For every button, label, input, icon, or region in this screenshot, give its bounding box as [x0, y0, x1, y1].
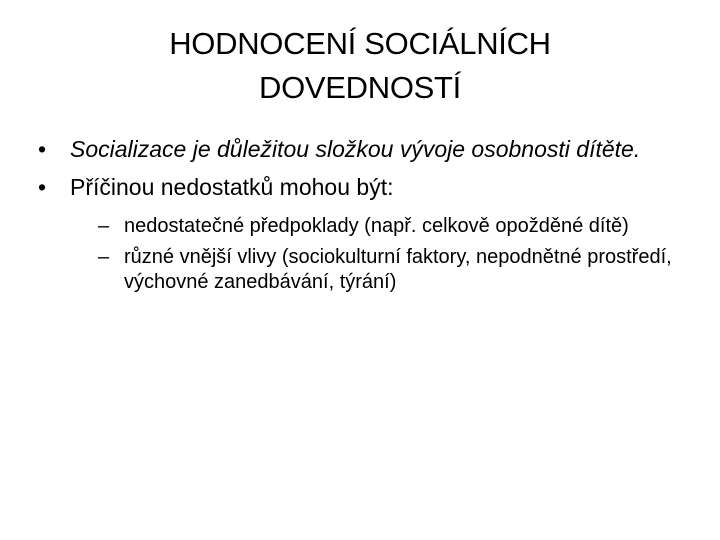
slide-title-line-1: HODNOCENÍ SOCIÁLNÍCH [169, 26, 551, 61]
subbullet-list [38, 214, 678, 295]
subbullet-item [98, 214, 684, 239]
bullet-item [38, 172, 678, 202]
subbullet-text: nedostatečné předpoklady (např. celkově opožděné dítě) [124, 215, 629, 237]
bullet-text: Socializace je důležitou složkou vývoje osobnosti dítěte. [70, 136, 641, 162]
dash-icon: – [98, 215, 110, 237]
bullet-item [38, 134, 678, 164]
bullet-text: Příčinou nedostatků mohou být: [70, 174, 394, 200]
dash-icon: – [98, 246, 110, 268]
subbullet-text: různé vnější vlivy (sociokulturní faktory, nepodnětné prostředí, výchovné zanedbávání, týrání) [124, 246, 672, 293]
slide-title-line-2: DOVEDNOSTÍ [259, 70, 461, 105]
slide-body [38, 134, 678, 301]
subbullet-item [98, 245, 684, 295]
bullet-icon: • [38, 174, 47, 200]
slide-title [120, 22, 600, 110]
bullet-icon: • [38, 136, 47, 162]
